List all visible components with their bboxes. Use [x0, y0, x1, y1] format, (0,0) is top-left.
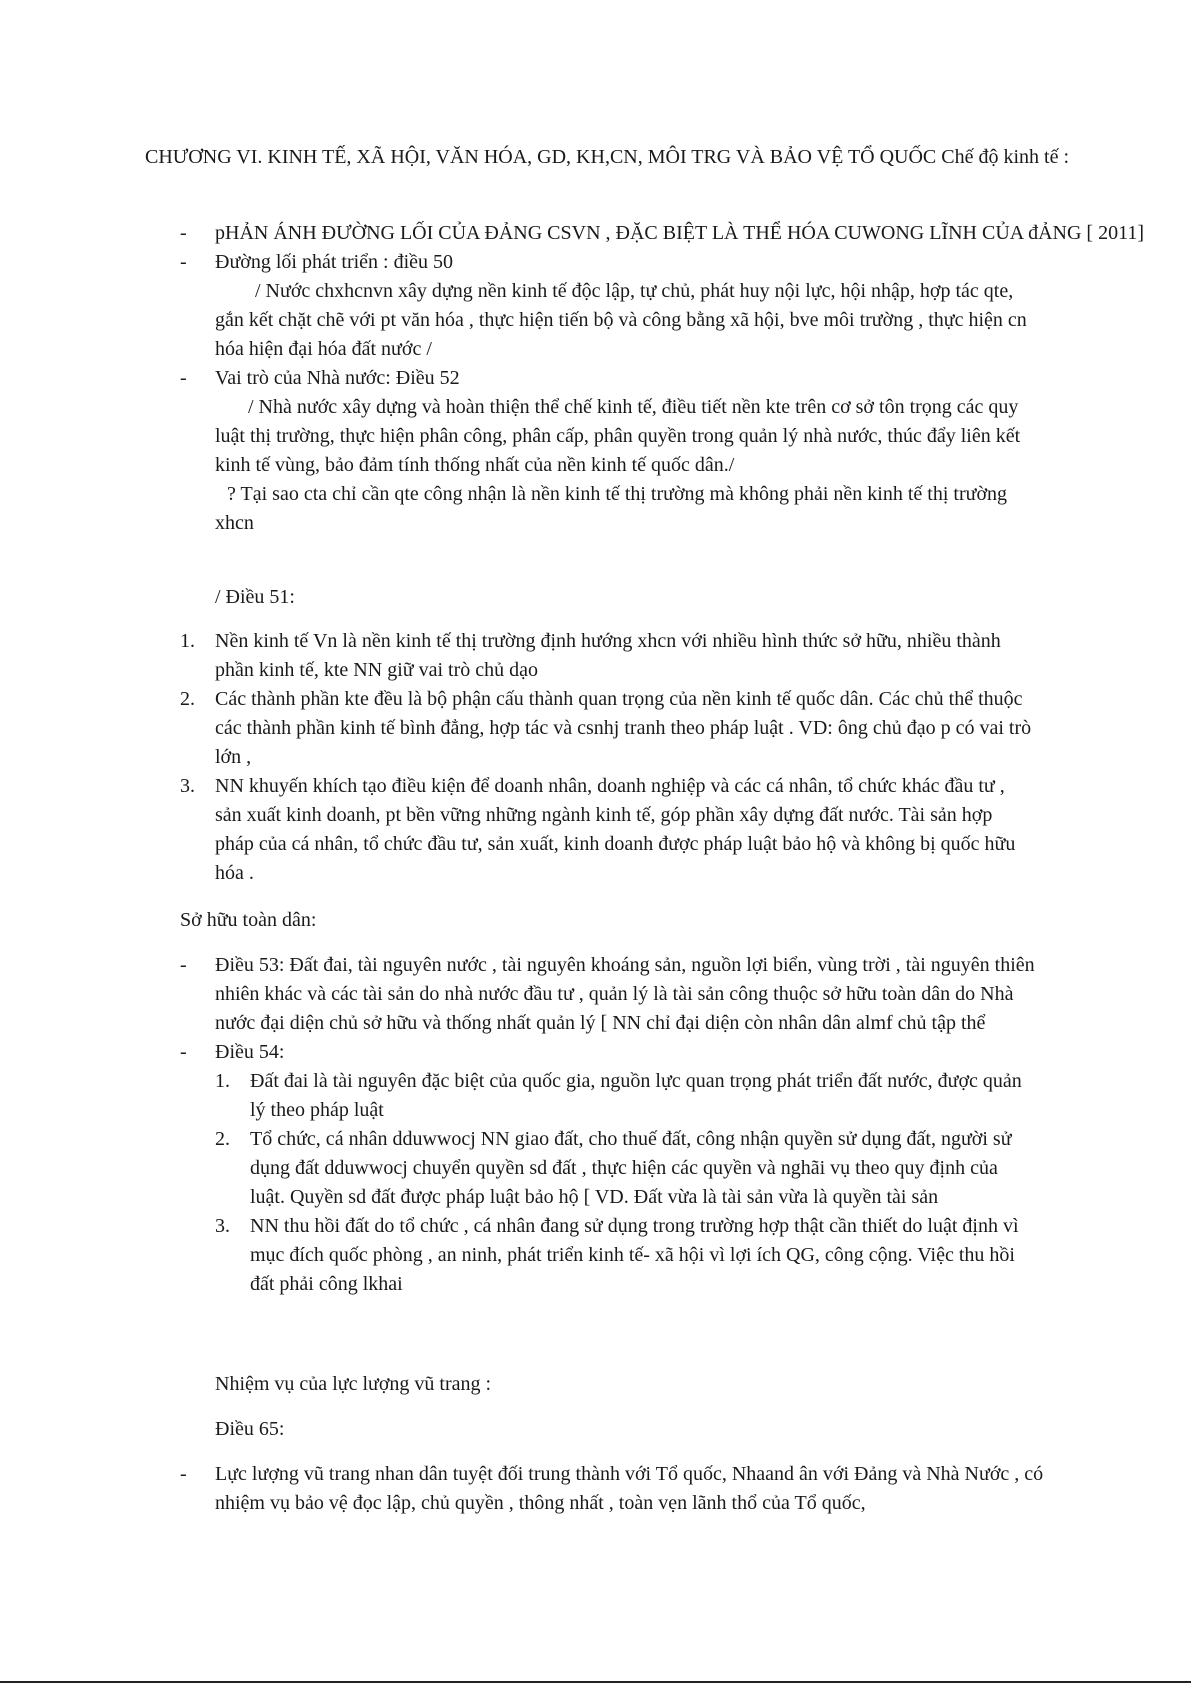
item-text: Nền kinh tế Vn là nền kinh tế thị trường định hướng xhcn với nhiều hình thức sở hữu, nhiều thành phần kinh tế, kte NN giữ vai trò chủ dạo: [215, 630, 1001, 681]
list-item: [215, 1212, 1025, 1299]
item-text: Đường lối phát triển : điều 50: [215, 251, 454, 273]
article-54-list: [215, 1067, 1025, 1299]
item-number: 2.: [180, 688, 195, 710]
question-note: ? Tại sao cta chỉ cần qte công nhận là nền kinh tế thị trường mà không phải nền kinh tế thị trường xhcn: [215, 483, 1008, 534]
armed-forces-bullet-list: [180, 1460, 1050, 1518]
item-text: Vai trò của Nhà nước: Điều 52: [215, 367, 460, 389]
item-text: Điều 53: Đất đai, tài nguyên nước , tài nguyên khoáng sản, nguồn lợi biển, vùng trời , tài nguyên thiên nhiên khác và các tài sản do nhà nước đầu tư , quản lý là tài sản công thuộc sở hữu toàn dân do Nhà nước đại diện chủ sở hữu và thống nhất quản lý [ NN chỉ đại diện còn nhân dân almf chủ tập thể: [215, 954, 1035, 1034]
ownership-bullet-list: [180, 951, 1035, 1299]
item-text: Các thành phần kte đều là bộ phận cấu thành quan trọng của nền kinh tế quốc dân. Các chủ thể thuộc các thành phần kinh tế bình đẳng, hợp tác và csnhj tranh theo pháp luật . VD: ông chủ đạo p có vai trò lớn ,: [215, 688, 1032, 768]
item-text: Đất đai là tài nguyên đặc biệt của quốc gia, nguồn lực quan trọng phát triển đất nước, được quản lý theo pháp luật: [250, 1070, 1022, 1121]
list-item: [180, 364, 1170, 538]
section-label: Sở hữu toàn dân:: [180, 909, 317, 931]
list-item: [180, 248, 1170, 364]
item-number: 2.: [215, 1128, 230, 1150]
intro-bullet-list: [180, 219, 1170, 538]
article-label: / Điều 51:: [215, 586, 295, 608]
item-number: 1.: [215, 1070, 230, 1092]
bullet-marker: -: [180, 367, 187, 389]
list-item: [180, 772, 1035, 888]
bullet-marker: -: [180, 1041, 187, 1063]
item-text: NN khuyến khích tạo điều kiện để doanh nhân, doanh nghiệp và các cá nhân, tổ chức khác đầu tư , sản xuất kinh doanh, pt bền vững những ngành kinh tế, góp phần xây dựng đất nước. Tài sản hợp pháp của cá nhân, tổ chức đầu tư, sản xuất, kinh doanh được pháp luật bảo hộ và không bị quốc hữu hóa .: [215, 775, 1016, 884]
chapter-heading: CHƯƠNG VI. KINH TẾ, XÃ HỘI, VĂN HÓA, GD, KH,CN, MÔI TRG VÀ BẢO VỆ TỔ QUỐC Chế độ kinh tế :: [145, 146, 1070, 168]
section-label: Nhiệm vụ của lực lượng vũ trang :: [215, 1373, 492, 1395]
list-item: [180, 219, 1170, 248]
bullet-marker: -: [180, 1463, 187, 1485]
list-item: [180, 1460, 1050, 1518]
bullet-marker: -: [180, 954, 187, 976]
article-quote: / Nước chxhcnvn xây dựng nền kinh tế độc lập, tự chủ, phát huy nội lực, hội nhập, hợp tác qte, gắn kết chặt chẽ với pt văn hóa , thực hiện tiến bộ và công bằng xã hội, bve môi trường , thực hiện cn hóa hiện đại hóa đất nước /: [215, 280, 1027, 360]
article-51-list: [180, 627, 1035, 888]
page-bottom-rule: [0, 1681, 1191, 1683]
list-item: [215, 1067, 1025, 1125]
item-number: 3.: [215, 1215, 230, 1237]
list-item: [180, 685, 1035, 772]
item-text: Điều 54:: [215, 1041, 285, 1063]
item-text: Tổ chức, cá nhân dduwwocj NN giao đất, cho thuế đất, công nhận quyền sử dụng đất, người sử dụng đất dduwwocj chuyển quyền sd đất , thực hiện các quyền và nghãi vụ theo quy định của luật. Quyền sd đất được pháp luật bảo hộ [ VD. Đất vừa là tài sản vừa là quyền tài sản: [250, 1128, 1012, 1208]
item-text: Lực lượng vũ trang nhan dân tuyệt đối trung thành với Tổ quốc, Nhaand ân với Đảng và Nhà Nước , có nhiệm vụ bảo vệ đọc lập, chủ quyền , thông nhất , toàn vẹn lãnh thổ của Tổ quốc,: [215, 1463, 1044, 1514]
article-label: Điều 65:: [215, 1418, 285, 1440]
list-item: [180, 1038, 1035, 1299]
list-item: [180, 951, 1035, 1038]
item-text: NN thu hồi đất do tổ chức , cá nhân đang sử dụng trong trường hợp thật cần thiết do luật định vì mục đích quốc phòng , an ninh, phát triển kinh tế- xã hội vì lợi ích QG, công cộng. Việc thu hồi đất phải công lkhai: [250, 1215, 1019, 1295]
article-quote: / Nhà nước xây dựng và hoàn thiện thể chế kinh tế, điều tiết nền kte trên cơ sở tôn trọng các quy luật thị trường, thực hiện phân công, phân cấp, phân quyền trong quản lý nhà nước, thúc đẩy liên kết kinh tế vùng, bảo đảm tính thống nhất của nền kinh tế quốc dân./: [215, 396, 1021, 476]
item-text: pHẢN ÁNH ĐƯỜNG LỐI CỦA ĐẢNG CSVN , ĐẶC BIỆT LÀ THỂ HÓA CUWONG LĨNH CỦA đẢNG [ 2011]: [215, 222, 1145, 244]
list-item: [180, 627, 1035, 685]
bullet-marker: -: [180, 222, 187, 244]
bullet-marker: -: [180, 251, 187, 273]
list-item: [215, 1125, 1025, 1212]
item-number: 1.: [180, 630, 195, 652]
item-number: 3.: [180, 775, 195, 797]
